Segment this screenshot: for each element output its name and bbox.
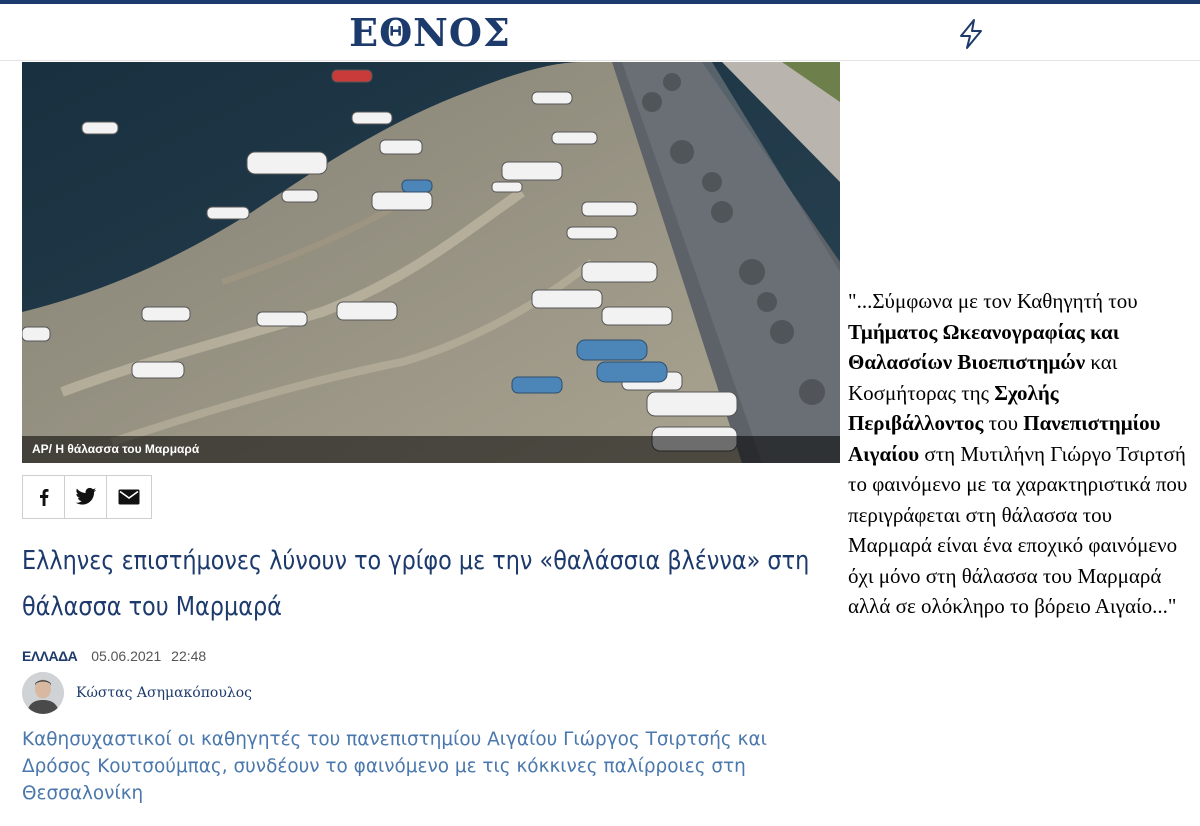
article-lead: Καθησυχαστικοί οι καθηγητές του πανεπιστημίου Αιγαίου Γιώργος Τσιρτσής και Δρόσος Κουτσούμπας, συνδέουν το φαινόμενο με τις κόκκινες παλίρροιες στη Θεσσαλονίκη xyxy=(22,728,767,804)
email-icon xyxy=(118,489,140,505)
category-link[interactable]: ΕΛΛΑΔΑ xyxy=(22,648,78,664)
author-avatar[interactable] xyxy=(22,672,64,714)
image-caption: AP/ Η θάλασσα του Μαρμαρά xyxy=(22,436,840,463)
lightning-bolt-icon[interactable] xyxy=(955,18,987,50)
author-block xyxy=(22,671,252,715)
share-bar xyxy=(22,475,152,519)
quote-text-2: και Κοσμήτορας της xyxy=(848,350,1118,405)
site-header xyxy=(0,4,1200,61)
article-headline: Ελληνες επιστήμονες λύνουν το γρίφο με την «θαλάσσια βλέννα» στη θάλασσα του Μαρμαρά xyxy=(22,546,810,622)
publish-time: 22:48 xyxy=(171,648,207,664)
marmara-boats-photo xyxy=(22,62,840,463)
article-meta xyxy=(22,646,206,666)
article-photo xyxy=(22,62,840,463)
facebook-icon xyxy=(34,487,54,507)
share-facebook-button[interactable] xyxy=(23,476,65,518)
share-twitter-button[interactable] xyxy=(65,476,107,518)
twitter-icon xyxy=(75,487,97,507)
share-email-button[interactable] xyxy=(107,476,151,518)
publish-date: 05.06.2021 xyxy=(91,648,162,664)
site-logo[interactable]: ΕΘΝΟΣ xyxy=(349,10,511,55)
quote-text-4: στη Μυτιλήνη Γιώργο Τσιρτσή το φαινόμενο με τα χαρακτηριστικά που περιγράφεται στη θάλασσα του Μαρμαρά είναι ένα εποχικό φαινόμενο όχι μόνο στη θάλασσα του Μαρμαρά αλλά σε ολόκληρο το βόρειο Αιγαίο..." xyxy=(848,441,1188,618)
author-name-link[interactable]: Κώστας Ασημακόπουλος xyxy=(76,685,252,701)
quote-text-3: του xyxy=(983,411,1024,435)
quote-school: Σχολής Περιβάλλοντος xyxy=(848,380,1059,435)
pull-quote xyxy=(848,286,1193,622)
quote-department: Τμήματος Ωκεανογραφίας και Θαλασσίων Βιοεπιστημών xyxy=(848,319,1120,374)
quote-text-1: "...Σύμφωνα με τον Καθηγητή του xyxy=(848,289,1138,313)
avatar-portrait xyxy=(22,672,64,714)
quote-university: Πανεπιστημίου Αιγαίου xyxy=(848,411,1161,466)
